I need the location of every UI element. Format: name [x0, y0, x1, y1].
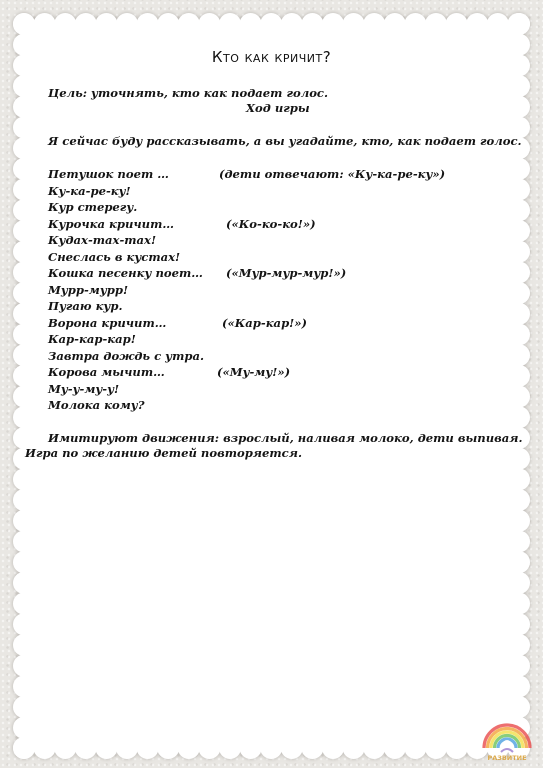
verse-line: Кур стерегу. — [48, 200, 138, 214]
page-title: Кто как кричит? — [211, 48, 332, 66]
logo-text: РАЗВИТИЕ — [487, 754, 527, 762]
subtitle: Ход игры — [246, 101, 310, 115]
verse-line: Завтра дождь с утра. — [48, 348, 205, 363]
verse-line: Снеслась в кустах! — [48, 249, 181, 264]
verse-line: Мурр-мурр! — [48, 282, 129, 297]
verse-line: Пугаю кур. — [48, 299, 123, 313]
verse-line: Кошка песенку поет… — [48, 266, 203, 280]
answer-koshka: («Мур-мур-мур!») — [226, 266, 347, 280]
answer-petushok: (дети отвечают: «Ку-ка-ре-ку») — [219, 167, 446, 181]
verse-line: Корова мычит… — [48, 365, 165, 379]
answer-kurochka: («Ко-ко-ко!») — [226, 216, 316, 231]
verse-line: Ворона кричит… — [48, 315, 167, 330]
verse-line: Петушок поет … — [48, 167, 169, 181]
verse-line: Кудах-тах-тах! — [48, 233, 157, 247]
verse-line: Ку-ка-ре-ку! — [48, 183, 131, 198]
answer-korova: («Му-му!») — [217, 365, 291, 379]
goal-text: Цель: уточнять, кто как подает голос. — [48, 86, 329, 100]
rainbow-logo — [478, 708, 536, 762]
closing-line: Имитируют движения: взрослый, наливая молоко, дети выпивая. — [48, 431, 523, 445]
answer-vorona: («Кар-кар!») — [222, 315, 307, 330]
verse-line: Курочка кричит… — [48, 216, 174, 231]
verse-line: Му-у-му-у! — [48, 381, 120, 396]
intro-text: Я сейчас буду рассказывать, а вы угадайте, кто, как подает голос. — [48, 134, 522, 148]
verse-line: Молока кому? — [48, 398, 145, 412]
closing-line: Игра по желанию детей повторяется. — [25, 446, 302, 460]
verse-line: Кар-кар-кар! — [48, 332, 136, 346]
